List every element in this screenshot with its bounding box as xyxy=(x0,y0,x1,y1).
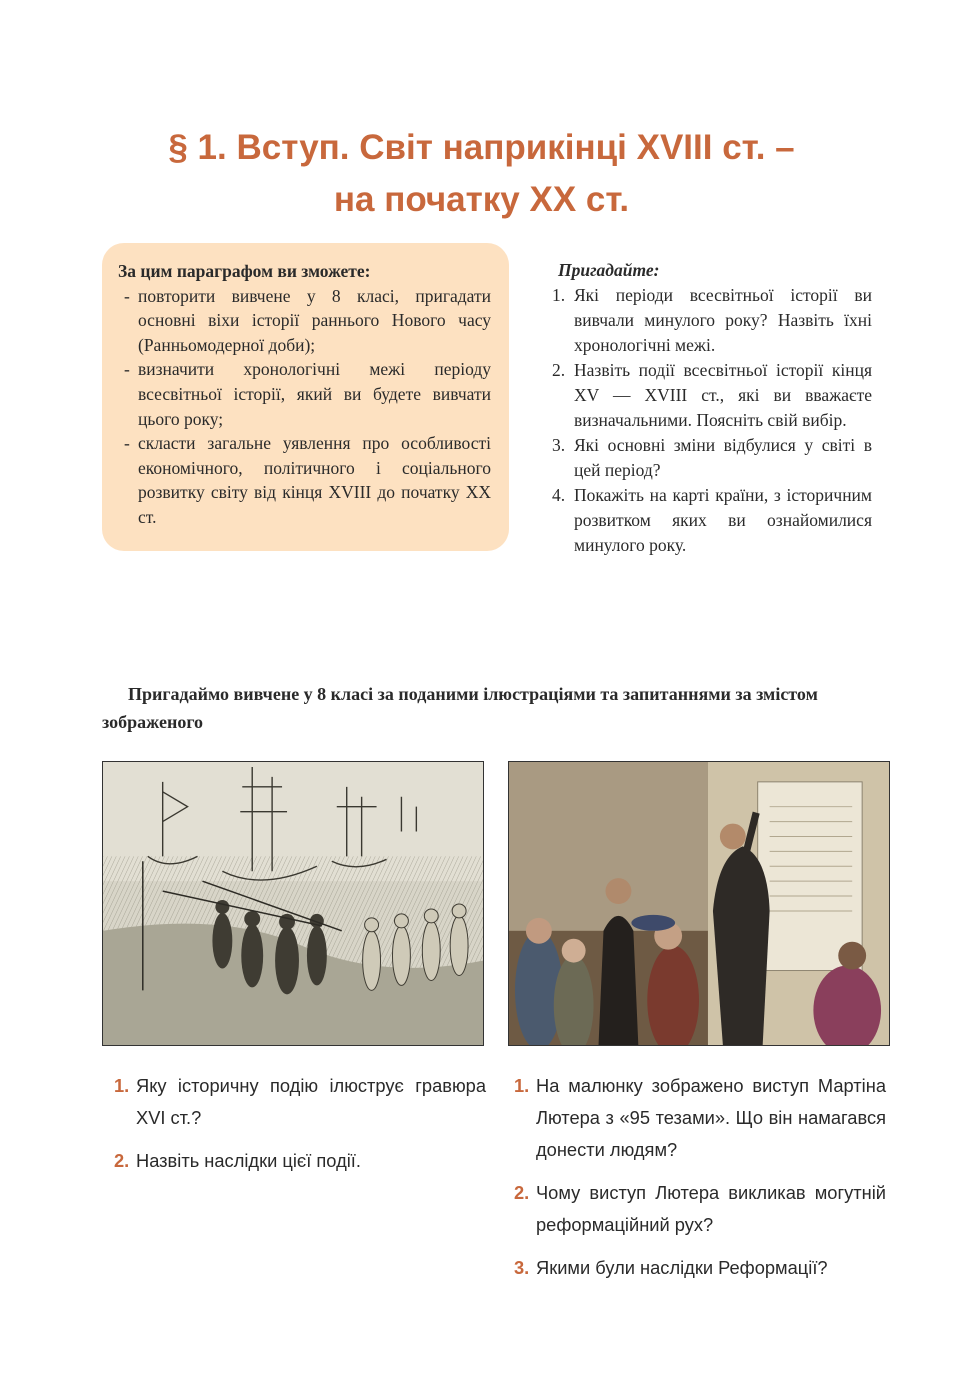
recall-item xyxy=(552,433,872,483)
question-number: 3. xyxy=(514,1257,530,1278)
recall-item xyxy=(552,283,872,358)
question-text: На малюнку зображено виступ Мартіна Лютера з «95 тезами». Що він намагався донести людям? xyxy=(536,1075,886,1160)
recall-item-text: Назвіть події всесвітньої історії кінця XV — XVIII ст., які ви вважаєте визначальними. Поясніть свій вибір. xyxy=(574,360,872,430)
recall-item-text: Які основні зміни відбулися у світі в цей період? xyxy=(574,435,872,480)
page-title xyxy=(0,122,963,226)
luther-painting-illustration xyxy=(508,761,890,1046)
recall-heading: Пригадайте: xyxy=(558,260,660,280)
goals-list xyxy=(118,284,491,530)
goals-item: - повторити вивчене у 8 класі, пригадати основні віхи історії раннього Нового часу (Ранньомодерної доби); xyxy=(118,284,491,358)
recall-item xyxy=(552,483,872,558)
recall-item-number: 3. xyxy=(552,435,566,455)
recall-item-number: 2. xyxy=(552,360,566,380)
question-item xyxy=(514,1252,886,1284)
engraving-illustration xyxy=(102,761,484,1046)
recall-section xyxy=(552,258,872,558)
recall-item-number: 1. xyxy=(552,285,566,305)
recall-item-text: Які періоди всесвітньої історії ви вивчали минулого року? Назвіть їхні хронологічні межі. xyxy=(574,285,872,355)
goals-item: - скласти загальне уявлення про особливості економічного, політичного і соціального розвитку світу від кінця XVIII до початку XX ст. xyxy=(118,431,491,529)
questions-left xyxy=(114,1070,486,1188)
recall-item-text: Покажіть на карті країни, з історичним розвитком яких ви ознайомилися минулого року. xyxy=(574,485,872,555)
question-text: Назвіть наслідки цієї події. xyxy=(136,1150,361,1171)
recall-item-number: 4. xyxy=(552,485,566,505)
question-item xyxy=(114,1070,486,1134)
question-item xyxy=(514,1070,886,1166)
question-text: Яку історичну подію ілюструє гравюра XVI ст.? xyxy=(136,1075,486,1128)
question-item xyxy=(514,1177,886,1241)
question-text: Чому виступ Лютера викликав могутній реформаційний рух? xyxy=(536,1182,886,1235)
page-title-line-1: § 1. Вступ. Світ наприкінці XVIII ст. – xyxy=(168,128,795,167)
page-title-line-2: на початку XX ст. xyxy=(333,180,630,219)
goals-item: - визначити хронологічні межі періоду всесвітньої історії, який ви будете вивчати цього року; xyxy=(118,357,491,431)
questions-right xyxy=(514,1070,886,1295)
question-item xyxy=(114,1145,486,1177)
question-number: 1. xyxy=(514,1075,530,1096)
goals-box xyxy=(102,243,509,551)
question-number: 2. xyxy=(514,1182,530,1203)
recall-item xyxy=(552,358,872,433)
question-number: 1. xyxy=(114,1075,130,1096)
question-number: 2. xyxy=(114,1150,130,1171)
engraving-image xyxy=(103,762,483,1045)
question-text: Якими були наслідки Реформації? xyxy=(536,1257,828,1278)
goals-heading: За цим параграфом ви зможете: xyxy=(118,261,371,281)
luther-painting-image xyxy=(509,762,889,1045)
intro-paragraph: Пригадаймо вивчене у 8 класі за поданими ілюстраціями та запитаннями за змістом зображеного xyxy=(102,684,818,732)
recall-list xyxy=(552,283,872,558)
